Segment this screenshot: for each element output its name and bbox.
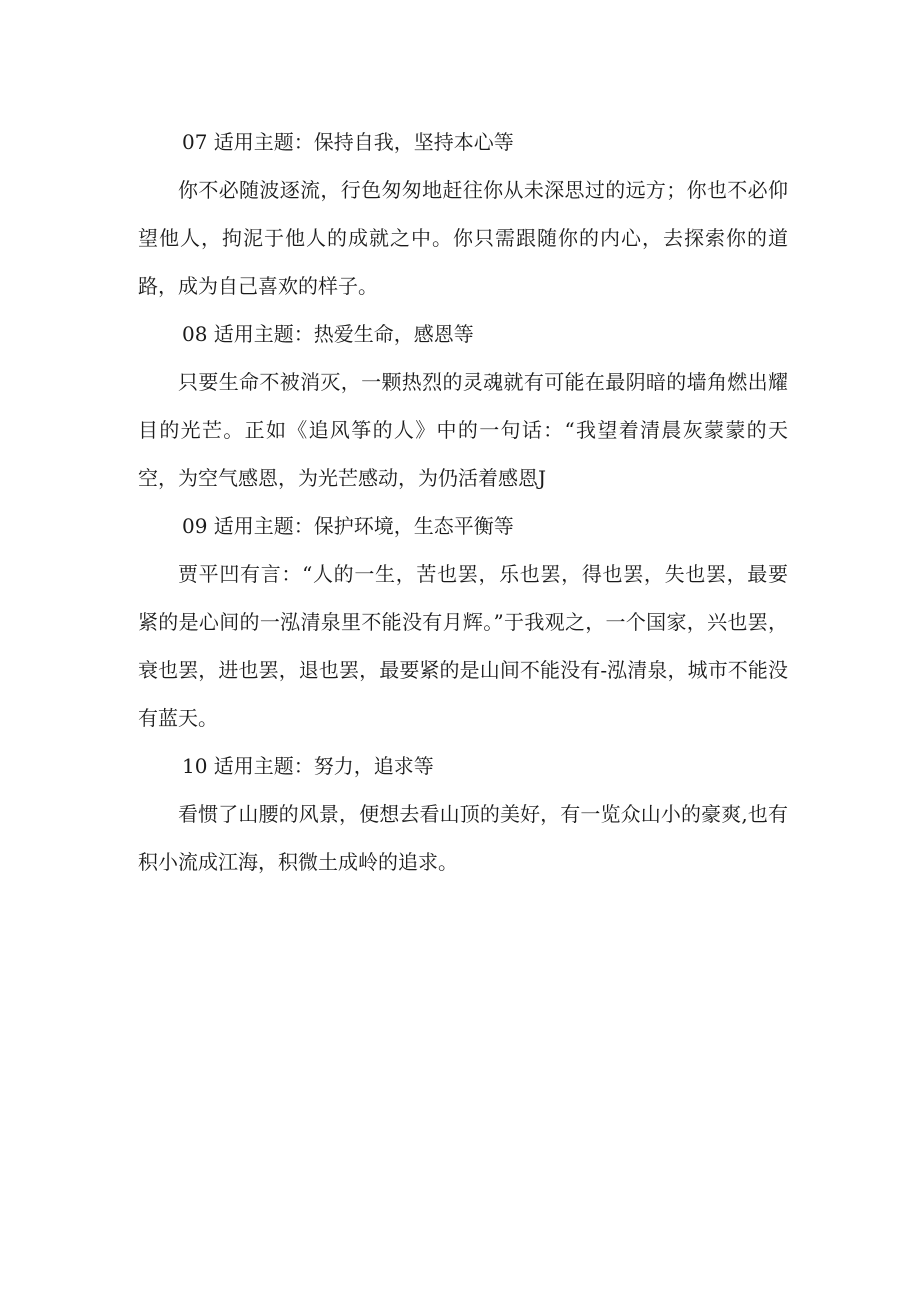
section-heading: 07 适用主题：保持自我，坚持本心等 bbox=[182, 130, 514, 154]
section-09 bbox=[138, 502, 788, 742]
section-heading: 08 适用主题：热爱生命，感恩等 bbox=[182, 322, 474, 346]
section-heading: 09 适用主题：保护环境，生态平衡等 bbox=[182, 514, 514, 538]
section-07 bbox=[138, 118, 788, 310]
document-body bbox=[138, 118, 788, 886]
section-paragraph: 看惯了山腰的风景，便想去看山顶的美好，有一览众山小的豪爽,也有积小流成江海，积微土成岭的追求。 bbox=[138, 802, 788, 874]
section-paragraph: 贾平凹有言：“人的一生，苦也罢，乐也罢，得也罢，失也罢，最要紧的是心间的一泓清泉里不能没有月辉。”于我观之，一个国家，兴也罢，衰也罢，进也罢，退也罢，最要紧的是山间不能没有-泓清泉，城市不能没有蓝天。 bbox=[138, 562, 788, 730]
section-paragraph: 你不必随波逐流，行色匆匆地赶往你从未深思过的远方；你也不必仰望他人，拘泥于他人的成就之中。你只需跟随你的内心，去探索你的道路，成为自己喜欢的样子。 bbox=[138, 178, 788, 298]
section-08 bbox=[138, 310, 788, 502]
section-heading: 10 适用主题：努力，追求等 bbox=[182, 754, 434, 778]
section-paragraph: 只要生命不被消灭，一颗热烈的灵魂就有可能在最阴暗的墙角燃出耀目的光芒。正如《追风筝的人》中的一句话：“我望着清晨灰蒙蒙的天空，为空气感恩，为光芒感动，为仍活着感恩J bbox=[138, 370, 788, 490]
section-10 bbox=[138, 742, 788, 886]
